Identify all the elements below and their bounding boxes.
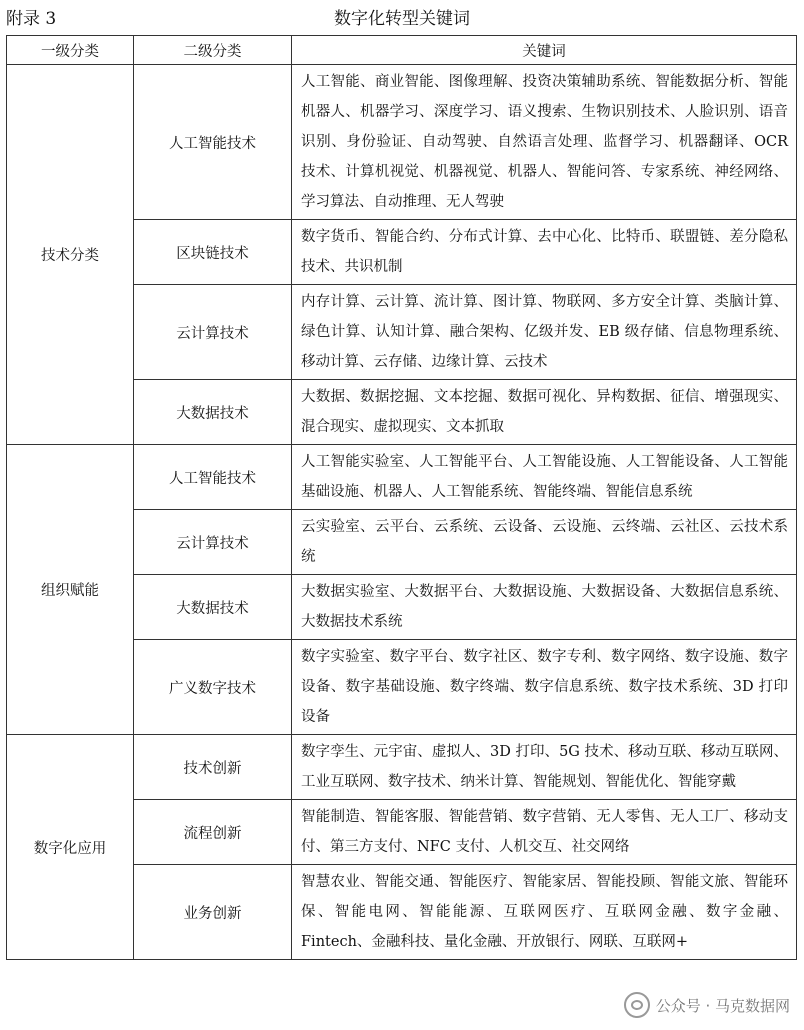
level2-cell: 云计算技术 xyxy=(134,510,292,575)
keywords-cell: 智能制造、智能客服、智能营销、数字营销、无人零售、无人工厂、移动支付、第三方支付、NFC 支付、人机交互、社交网络 xyxy=(292,800,797,865)
header-level2: 二级分类 xyxy=(134,36,292,65)
level2-cell: 技术创新 xyxy=(134,735,292,800)
keywords-cell: 数字实验室、数字平台、数字社区、数字专利、数字网络、数字设施、数字设备、数字基础设施、数字终端、数字信息系统、数字技术系统、3D 打印设备 xyxy=(292,640,797,735)
table-row xyxy=(7,735,797,800)
level1-cell: 组织赋能 xyxy=(7,445,134,735)
level1-cell: 技术分类 xyxy=(7,65,134,445)
keyword-table xyxy=(6,35,797,960)
wechat-icon xyxy=(624,992,650,1018)
table-header-row xyxy=(7,36,797,65)
header-level1: 一级分类 xyxy=(7,36,134,65)
level2-cell: 人工智能技术 xyxy=(134,445,292,510)
level2-cell: 业务创新 xyxy=(134,865,292,960)
keywords-cell: 大数据实验室、大数据平台、大数据设施、大数据设备、大数据信息系统、大数据技术系统 xyxy=(292,575,797,640)
keywords-cell: 内存计算、云计算、流计算、图计算、物联网、多方安全计算、类脑计算、绿色计算、认知计算、融合架构、亿级并发、EB 级存储、信息物理系统、移动计算、云存储、边缘计算、云技术 xyxy=(292,285,797,380)
appendix-label: 附录 3 xyxy=(6,9,57,29)
level2-cell: 人工智能技术 xyxy=(134,65,292,220)
keywords-cell: 人工智能、商业智能、图像理解、投资决策辅助系统、智能数据分析、智能机器人、机器学习、深度学习、语义搜索、生物识别技术、人脸识别、语音识别、身份验证、自动驾驶、自然语言处理、监督学习、机器翻译、OCR 技术、计算机视觉、机器视觉、机器人、智能问答、专家系统、神经网络、学习算法、自动推理、无人驾驶 xyxy=(292,65,797,220)
level2-cell: 大数据技术 xyxy=(134,575,292,640)
keywords-cell: 数字货币、智能合约、分布式计算、去中心化、比特币、联盟链、差分隐私技术、共识机制 xyxy=(292,220,797,285)
level2-cell: 广义数字技术 xyxy=(134,640,292,735)
level1-cell: 数字化应用 xyxy=(7,735,134,960)
level2-cell: 云计算技术 xyxy=(134,285,292,380)
header-keywords: 关键词 xyxy=(292,36,797,65)
keywords-cell: 云实验室、云平台、云系统、云设备、云设施、云终端、云社区、云技术系统 xyxy=(292,510,797,575)
watermark-text: 公众号 · 马克数据网 xyxy=(655,996,790,1015)
table-row xyxy=(7,65,797,220)
watermark xyxy=(624,992,790,1018)
table-row xyxy=(7,445,797,510)
keywords-cell: 数字孪生、元宇宙、虚拟人、3D 打印、5G 技术、移动互联、移动互联网、工业互联网、数字技术、纳米计算、智能规划、智能优化、智能穿戴 xyxy=(292,735,797,800)
keywords-cell: 大数据、数据挖掘、文本挖掘、数据可视化、异构数据、征信、增强现实、混合现实、虚拟现实、文本抓取 xyxy=(292,380,797,445)
level2-cell: 大数据技术 xyxy=(134,380,292,445)
keywords-cell: 智慧农业、智能交通、智能医疗、智能家居、智能投顾、智能文旅、智能环保、智能电网、智能能源、互联网医疗、互联网金融、数字金融、Fintech、金融科技、量化金融、开放银行、网联、互联网+ xyxy=(292,865,797,960)
keywords-cell: 人工智能实验室、人工智能平台、人工智能设施、人工智能设备、人工智能基础设施、机器人、人工智能系统、智能终端、智能信息系统 xyxy=(292,445,797,510)
table-title: 数字化转型关键词 xyxy=(334,9,470,29)
level2-cell: 流程创新 xyxy=(134,800,292,865)
level2-cell: 区块链技术 xyxy=(134,220,292,285)
